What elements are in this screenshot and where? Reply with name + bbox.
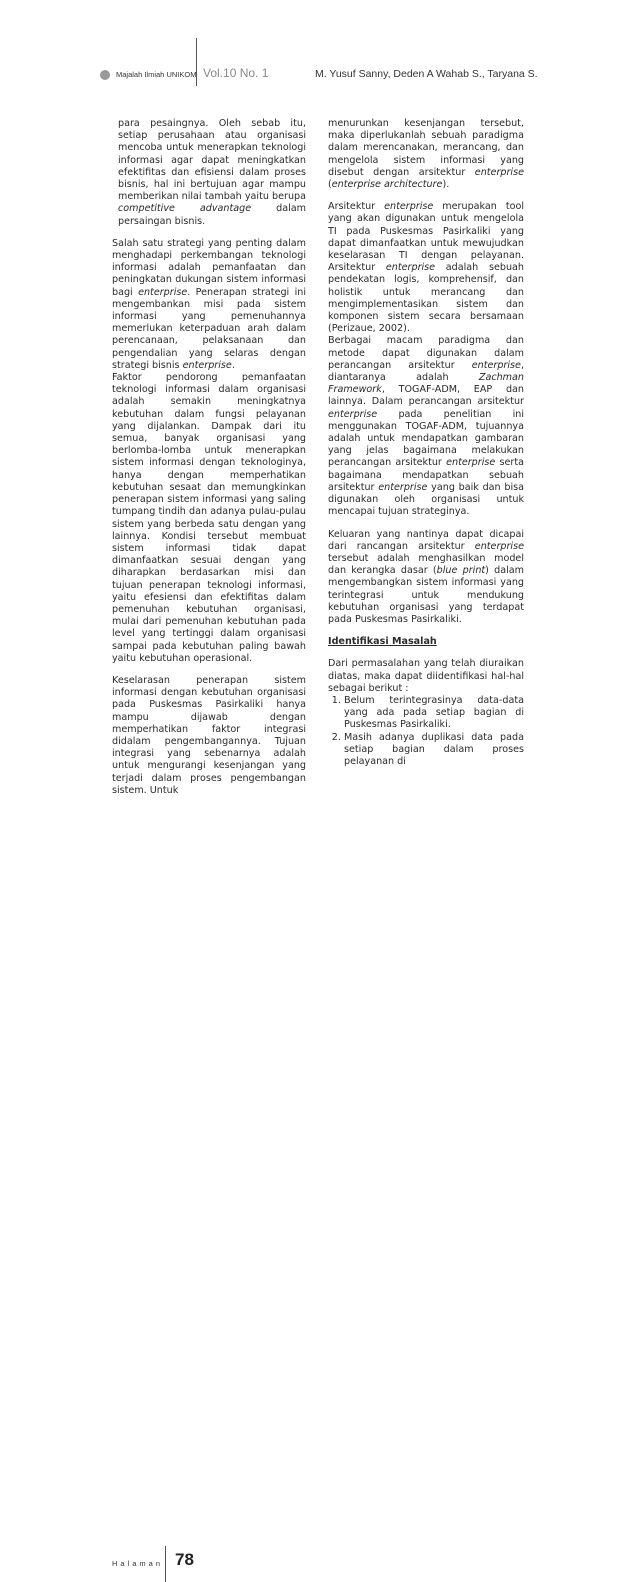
list-item: 2. Masih adanya duplikasi data pada setiap bagian dalam proses pelayanan di bbox=[344, 732, 524, 769]
list-item: 1. Belum terintegrasinya data-data yang ada pada setiap bagian di Puskesmas Pasirkaliki. bbox=[344, 695, 524, 732]
right-paragraph-5: Dari permasalahan yang telah diuraikan diatas, maka dapat diidentifikasi hal-hal sebagai berikut : bbox=[328, 658, 524, 694]
journal-name: Majalah Ilmiah UNIKOM bbox=[116, 70, 197, 79]
italic-term: enterprise bbox=[328, 408, 378, 420]
right-paragraph-3: Berbagai macam paradigma dan metode dapat digunakan dalam perancangan arsitektur enterprise, diantaranya adalah Zachman Framework, TOGAF-ADM, EAP dan lainnya. Dalam perancangan arsitektur enterprise pada penelitian ini menggunakan TOGAF-ADM, tujuannya adalah untuk mendapatkan gambaran yang jelas bagaimana melakukan perancangan arsitektur enterprise serta bagaimana mendapatkan sebuah arsitektur enterprise yang baik dan bisa digunakan oleh organisasi untuk mencapai tujuan strateginya. bbox=[328, 335, 524, 518]
section-heading: Identifikasi Masalah bbox=[328, 636, 437, 648]
left-paragraph-2: Salah satu strategi yang penting dalam menghadapi perkembangan teknologi informasi adalah pemanfaatan dan peningkatan dukungan sistem informasi bagi enterprise. Penerapan strategi ini mengembankan misi pada sistem informasi yang pemenuhannya memerlukan keterpaduan arah dalam perencanaan, pelaksanaan dan pengendalian yang selaras dengan strategi bisnis enterprise. bbox=[112, 237, 306, 371]
left-paragraph-1: para pesaingnya. Oleh sebab itu, setiap perusahaan atau organisasi mencoba untuk menerapkan teknologi informasi agar dapat meningkatkan efektifitas dan efisiensi dalam proses bisnis, hal ini bertujuan agar mampu memberikan nilai tambah yaitu berupa competitive advantage dalam persaingan bisnis. bbox=[118, 118, 306, 227]
italic-term: enterprise bbox=[384, 201, 434, 213]
authors: M. Yusuf Sanny, Deden A Wahab S., Taryana S. bbox=[315, 68, 538, 80]
right-paragraph-4: Keluaran yang nantinya dapat dicapai dari rancangan arsitektur enterprise tersebut adalah menghasilkan model dan kerangka dasar (blue print) dalam mengembangkan sistem informasi yang terintegrasi untuk mendukung kebutuhan organisasi yang terdapat pada Puskesmas Pasirkaliki. bbox=[328, 528, 525, 625]
left-paragraph-3: Faktor pendorong pemanfaatan teknologi informasi dalam organisasi adalah semakin meningkatnya kebutuhan dalam fungsi pelayanan yang dijalankan. Dampak dari itu semua, banyak organisasi yang berlomba-lomba untuk menerapkan sistem informasi dengan teknologinya, hanya dengan memperhatikan kebutuhan sesaat dan memungkinkan penerapan sistem informasi yang saling tumpang tindih dan adanya pulau-pulau sistem yang berbeda satu dengan yang lainnya. Kondisi tersebut membuat sistem informasi tidak dapat dimanfaatkan sesuai dengan yang diharapkan berdasarkan misi dan tujuan penerapan teknologi informasi, yaitu efesiensi dan efektifitas dalam pemenuhan kebutuhan organisasi, mulai dari pemenuhan kebutuhan pada level yang tertinggi dalam organisasi sampai pada kebutuhan paling bawah yaitu kebutuhan operasional. bbox=[112, 372, 306, 664]
italic-term: enterprise bbox=[474, 166, 524, 178]
italic-term: blue print bbox=[436, 565, 486, 577]
italic-term: enterprise bbox=[378, 481, 428, 493]
italic-term: enterprise bbox=[474, 540, 524, 552]
page-header bbox=[0, 0, 638, 100]
header-divider bbox=[196, 38, 197, 86]
italic-term: enterprise bbox=[385, 262, 436, 274]
right-column bbox=[328, 118, 524, 768]
issue-list bbox=[328, 695, 524, 768]
halaman-label: Halaman bbox=[112, 1559, 164, 1568]
italic-term: enterprise bbox=[446, 457, 496, 469]
italic-term: enterprise bbox=[182, 359, 232, 371]
page-number: 78 bbox=[175, 1550, 194, 1569]
bullet-dot-icon bbox=[100, 70, 110, 80]
volume-number: Vol.10 No. 1 bbox=[203, 66, 269, 80]
right-paragraph-2: Arsitektur enterprise merupakan tool yang akan digunakan untuk mengelola TI pada Puskesmas Pasirkaliki yang dapat dimanfaatkan untuk mewujudkan keselarasan TI dengan pelayanan. Arsitektur enterprise adalah sebuah pendekatan logis, komprehensif, dan holistik untuk merancang dan mengimplementasikan sistem dan komponen sistem secara bersamaan (Perizaue, 2002). bbox=[328, 201, 524, 335]
page-footer bbox=[0, 770, 638, 1569]
italic-term: competitive advantage bbox=[118, 203, 252, 215]
footer-divider bbox=[165, 1546, 166, 1582]
italic-term: enterprise bbox=[471, 359, 521, 371]
left-paragraph-4: Keselarasan penerapan sistem informasi dengan kebutuhan organisasi pada Puskesmas Pasirkaliki hanya mampu dijawab dengan memperhatikan faktor integrasi didalam pengembangannya. Tujuan integrasi yang sebenarnya adalah untuk mengurangi kesenjangan yang terjadi dalam proses pengembangan sistem. Untuk bbox=[112, 674, 306, 796]
right-paragraph-1: menurunkan kesenjangan tersebut, maka diperlukanlah sebuah paradigma dalam merencanakan, merancang, dan mengelola sistem informasi yang disebut dengan arsitektur enterprise (enterprise architecture). bbox=[328, 118, 524, 191]
italic-term: enterprise bbox=[138, 286, 188, 298]
italic-term: enterprise architecture bbox=[331, 179, 443, 191]
italic-term: Zachman Framework bbox=[328, 372, 524, 396]
left-column bbox=[112, 118, 306, 797]
